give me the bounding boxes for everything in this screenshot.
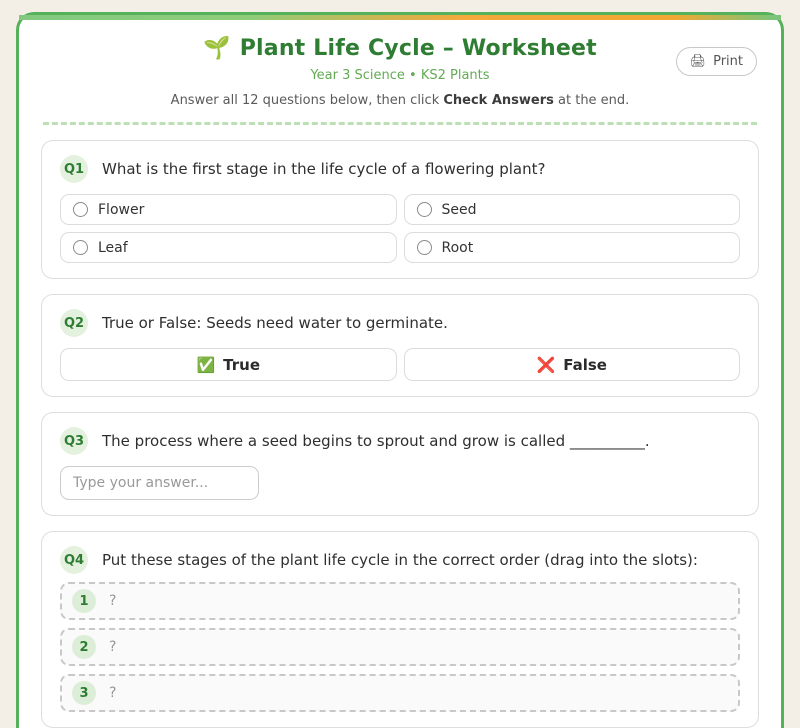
q4-drop-slot-3[interactable] [60,674,740,712]
page-subtitle: Year 3 Science • KS2 Plants [310,68,490,83]
true-button-label: True [223,355,261,374]
q4-drop-slot-1[interactable] [60,582,740,620]
print-button[interactable] [676,47,757,76]
seedling-icon: 🌱 [203,36,231,61]
q4-badge: Q4 [60,546,88,574]
radio-icon[interactable] [417,240,432,255]
instructions-check-answers: Check Answers [443,93,554,108]
q2-header [60,309,740,337]
slot-placeholder: ? [109,593,117,609]
q3-answer-input[interactable] [60,466,259,500]
q1-option-flower[interactable] [60,194,397,225]
false-button[interactable] [404,348,741,381]
instructions-text [43,93,757,108]
slot-number-badge: 3 [72,681,96,705]
q1-option-leaf[interactable] [60,232,397,263]
q2-buttons [60,348,740,381]
q3-badge: Q3 [60,427,88,455]
cross-mark-icon: ❌ [536,355,556,374]
worksheet-card [16,12,784,728]
question-card-q2 [41,294,759,397]
page-title-text: Plant Life Cycle – Worksheet [239,36,597,61]
q1-option-root[interactable] [404,232,741,263]
q1-text: What is the first stage in the life cycle of a flowering plant? [102,160,546,178]
radio-icon[interactable] [73,240,88,255]
question-card-q1 [41,140,759,279]
true-button[interactable] [60,348,397,381]
printer-icon: 🖨 [689,54,707,69]
q2-badge: Q2 [60,309,88,337]
worksheet-header [19,20,781,108]
option-label: Flower [98,201,145,218]
slot-placeholder: ? [109,685,117,701]
check-mark-icon: ✅ [196,355,216,374]
page-title [203,36,597,61]
option-label: Leaf [98,239,128,256]
radio-icon[interactable] [73,202,88,217]
slot-number-badge: 1 [72,589,96,613]
option-label: Root [441,239,474,256]
instructions-prefix: Answer all 12 questions below, then click [170,93,444,108]
q1-header [60,155,740,183]
question-card-q4 [41,531,759,728]
q1-option-seed[interactable] [404,194,741,225]
dashed-divider [43,122,757,125]
q3-text: The process where a seed begins to sprout and grow is called __________. [102,432,650,450]
q1-badge: Q1 [60,155,88,183]
slot-number-badge: 2 [72,635,96,659]
q3-header [60,427,740,455]
false-button-label: False [563,355,607,374]
q4-text: Put these stages of the plant life cycle in the correct order (drag into the slots): [102,551,698,569]
print-button-label: Print [713,54,743,69]
instructions-suffix: at the end. [553,93,630,108]
q4-header [60,546,740,574]
slot-placeholder: ? [109,639,117,655]
q2-text: True or False: Seeds need water to germinate. [102,314,448,332]
radio-icon[interactable] [417,202,432,217]
q4-drop-slot-2[interactable] [60,628,740,666]
option-label: Seed [441,201,477,218]
question-card-q3 [41,412,759,516]
q1-options [60,194,740,263]
